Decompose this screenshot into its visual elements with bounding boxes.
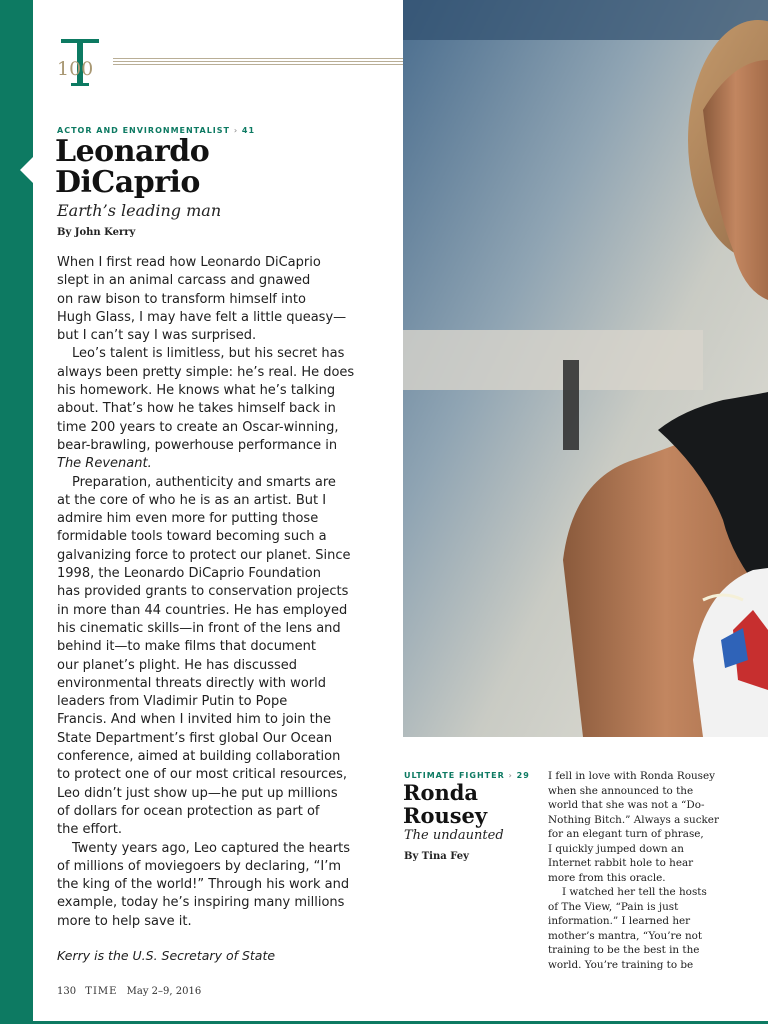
body-line: his cinematic skills—in front of the lens and — [57, 620, 341, 636]
main-title-line-1: Leonardo — [55, 134, 210, 169]
body-line: conference, aimed at building collaboration — [57, 749, 341, 765]
body-line: but I can’t say I was surprised. — [57, 328, 257, 344]
main-article-body — [57, 254, 357, 931]
body-line: the effort. — [57, 822, 122, 838]
body-line: of dollars for ocean protection as part of — [57, 803, 320, 819]
body-line: bear-brawling, powerhouse performance in — [57, 437, 338, 453]
body-line: 1998, the Leonardo DiCaprio Foundation — [57, 566, 321, 582]
page-folio — [57, 986, 201, 997]
body-line: on raw bison to transform himself into — [57, 291, 306, 307]
logo-number: 100 — [57, 58, 94, 80]
body-line: his homework. He knows what he’s talking — [57, 383, 336, 399]
body-line: more from this oracle. — [548, 871, 666, 884]
kicker-label: ACTOR AND ENVIRONMENTALIST — [57, 126, 231, 135]
body-line: When I first read how Leonardo DiCaprio — [57, 255, 321, 270]
body-line: environmental threats directly with world — [57, 675, 326, 691]
body-line: Twenty years ago, Leo captured the hearts — [72, 840, 351, 856]
author-credit: Kerry is the U.S. Secretary of State — [57, 948, 276, 963]
side-title-line-1: Ronda — [403, 780, 479, 805]
kicker-age: 29 — [516, 771, 530, 780]
kicker-separator: › — [508, 771, 513, 780]
body-line: admire him even more for putting those — [57, 511, 319, 527]
body-line: formidable tools toward becoming such a — [57, 529, 327, 545]
sidebar-notch — [20, 156, 34, 184]
main-article-byline: By John Kerry — [57, 227, 136, 238]
accent-sidebar — [0, 0, 33, 1024]
kicker-label: ULTIMATE FIGHTER — [404, 771, 505, 780]
body-line: world that she was not a “Do- — [548, 799, 705, 811]
body-line: I watched her tell the hosts — [562, 886, 707, 898]
body-line: Hugh Glass, I may have felt a little queasy— — [57, 309, 347, 325]
side-article-dek: The undaunted — [404, 828, 504, 843]
main-article-title — [55, 136, 209, 198]
body-line: about. That’s how he takes himself back in — [57, 401, 336, 417]
body-line: in more than 44 countries. He has employed — [57, 602, 348, 618]
page-number: 130 — [57, 986, 77, 997]
kicker-age: 41 — [241, 126, 256, 135]
body-line: when she announced to the — [548, 784, 694, 797]
body-line: information.” I learned her — [548, 915, 691, 927]
body-line: State Department’s first global Our Ocean — [57, 730, 333, 746]
body-line: leaders from Vladimir Putin to Pope — [57, 694, 288, 710]
body-line: for an elegant turn of phrase, — [548, 828, 704, 840]
body-line: Internet rabbit hole to hear — [548, 857, 694, 869]
side-article-kicker — [404, 771, 530, 780]
body-line: at the core of who he is as an artist. But I — [57, 492, 327, 508]
body-line: behind it—to make films that document — [57, 639, 316, 655]
body-line: training to be the best in the — [548, 944, 700, 956]
body-line: I fell in love with Ronda Rousey — [548, 770, 716, 782]
body-line: Nothing Bitch.” Always a sucker — [548, 813, 719, 826]
side-article-title — [403, 781, 487, 827]
body-line: Francis. And when I invited him to join the — [57, 712, 331, 728]
kicker-separator: › — [233, 126, 239, 135]
body-line: more to help save it. — [57, 913, 192, 929]
main-title-line-2: DiCaprio — [55, 165, 200, 200]
body-line-film-title: The Revenant. — [57, 456, 152, 472]
header-rule-lines — [113, 58, 403, 70]
body-line: the king of the world!” Through his work and — [57, 877, 350, 893]
body-line: galvanizing force to protect our planet. Since — [57, 547, 351, 563]
body-line: time 200 years to create an Oscar-winning, — [57, 419, 339, 435]
body-line: to protect one of our most critical resources, — [57, 767, 347, 783]
time100-logo — [55, 37, 105, 89]
body-line: Leo’s talent is limitless, but his secret has — [72, 346, 345, 362]
body-line: I quickly jumped down an — [548, 842, 684, 855]
body-line: of millions of moviegoers by declaring, “I’m — [57, 858, 342, 874]
body-line: example, today he’s inspiring many millions — [57, 895, 345, 911]
body-line: Leo didn’t just show up—he put up millions — [57, 785, 338, 801]
issue-date: May 2–9, 2016 — [126, 986, 202, 997]
body-line: always been pretty simple: he’s real. He does — [57, 364, 355, 380]
ronda-rousey-photo — [403, 0, 768, 737]
body-line: of The View, “Pain is just — [548, 900, 679, 913]
side-article-body — [548, 769, 748, 972]
body-line: our planet’s plight. He has discussed — [57, 657, 298, 673]
body-line: has provided grants to conservation projects — [57, 584, 349, 600]
body-line: mother’s mantra, “You’re not — [548, 929, 703, 942]
magazine-name: TIME — [85, 986, 118, 997]
side-article-byline: By Tina Fey — [404, 851, 469, 862]
body-line: slept in an animal carcass and gnawed — [57, 273, 311, 289]
main-article-dek: Earth’s leading man — [57, 201, 222, 220]
side-title-line-2: Rousey — [403, 803, 488, 828]
body-line: world. You’re training to be — [548, 958, 694, 971]
body-line: Preparation, authenticity and smarts are — [72, 474, 336, 490]
